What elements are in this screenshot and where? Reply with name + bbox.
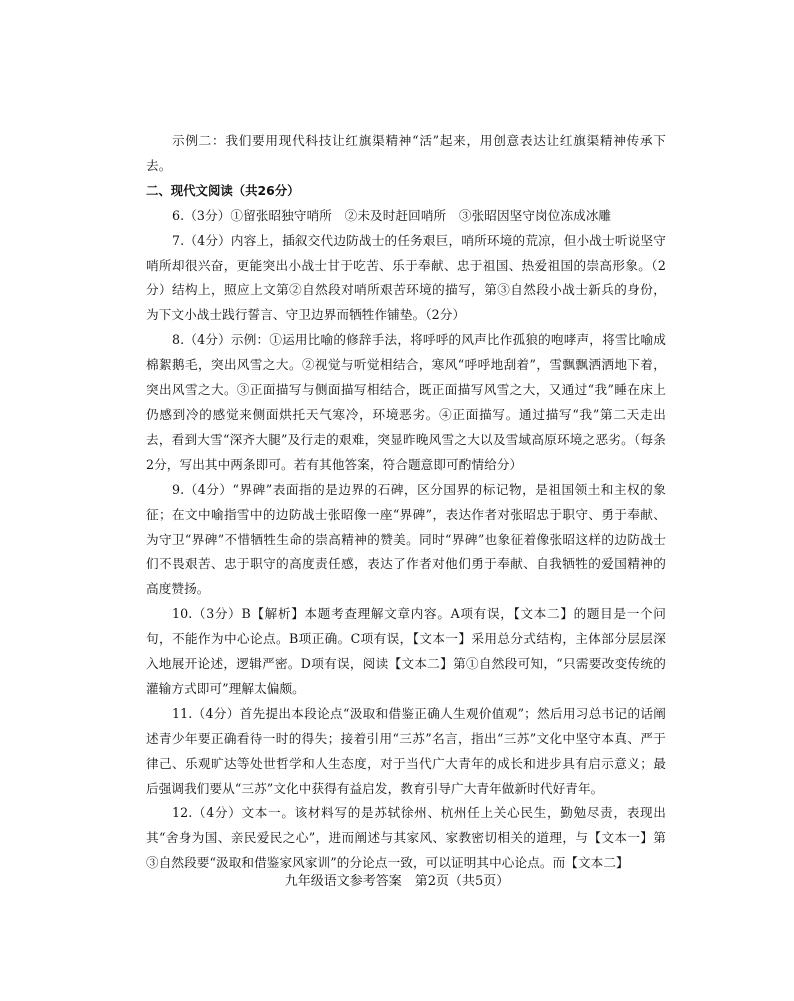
answer-q7: 7.（4分）内容上，插叙交代边防战士的任务艰巨，哨所环境的荒凉，但小战士听说坚守哨所却很兴奋，更能突出小战士甘于吃苦、乐于奉献、忠于祖国、热爱祖国的崇高形象。（2分）结构上，照应上文第②自然段对哨所艰苦环境的描写，第③自然段小战士新兵的身份，为下文小战士践行誓言、守卫边界而牺牲作铺垫。（2分）	[146, 232, 666, 323]
answer-q9: 9.（4分）“界碑”表面指的是边界的石碑，区分国界的标记物，是祖国领土和主权的象征；在文中喻指雪中的边防战士张昭像一座“界碑”，表达作者对张昭忠于职守、勇于奉献、为守卫“界碑”不惜牺牲生命的崇高精神的赞美。同时“界碑”也象征着像张昭这样的边防战士们不畏艰苦、忠于职守的高度责任感，表达了作者对他们勇于奉献、自我牺牲的爱国精神的高度赞扬。	[146, 481, 666, 597]
page-footer: 九年级语文参考答案 第2页（共5页）	[284, 874, 510, 889]
answer-q10: 10.（3分）B【解析】本题考查理解文章内容。A项有误，【文本二】的题目是一个问句，不能作为中心论点。B项正确。C项有误，【文本一】采用总分式结构，主体部分层层深入地展开论述，逻辑严密。D项有误，阅读【文本二】第①自然段可知，“只需要改变传统的灌输方式即可”理解太偏颇。	[146, 606, 666, 696]
answer-q6: 6.（3分）①留张昭独守哨所 ②未及时赶回哨所 ③张昭因坚守岗位冻成冰雕	[172, 207, 612, 223]
answer-q11: 11.（4分）首先提出本段论点“汲取和借鉴正确人生观价值观”；然后用习总书记的话阐述青少年要正确看待一时的得失；接着引用“三苏”名言，指出“三苏”文化中坚守本真、严于律己、乐观旷达等处世哲学和人生态度，对于当代广大青年的成长和进步具有启示意义；最后强调我们要从“三苏”文化中获得有益启发，教育引导广大青年做新时代好青年。	[146, 705, 666, 796]
answer-content	[146, 129, 666, 876]
example-two-paragraph: 示例二：我们要用现代科技让红旗渠精神“活”起来，用创意表达让红旗渠精神传承下去。	[146, 133, 666, 173]
section-heading-modern-reading: 二、现代文阅读（共26分）	[146, 182, 300, 198]
answer-q12: 12.（4分）文本一。该材料写的是苏轼徐州、杭州任上关心民生，勤勉尽责，表现出其“舍身为国、亲民爱民之心”，进而阐述与其家风、家教密切相关的道理，与【文本一】第③自然段要“汲取和借鉴家风家训”的分论点一致，可以证明其中心论点。而【文本二】	[146, 805, 666, 871]
answer-q8: 8.（4分）示例：①运用比喻的修辞手法，将呼呼的风声比作孤狼的咆哮声，将雪比喻成棉絮鹅毛，突出风雪之大。②视觉与听觉相结合，寒风“呼呼地刮着”，雪飘飘洒洒地下着，突出风雪之大。③正面描写与侧面描写相结合，既正面描写风雪之大，又通过“我”睡在床上仍感到冷的感觉来侧面烘托天气寒冷，环境恶劣。④正面描写。通过描写“我”第二天走出去，看到大雪“深齐大腿”及行走的艰难，突显昨晚风雪之大以及雪域高原环境之恶劣。（每条2分，写出其中两条即可。若有其他答案，符合题意即可酌情给分）	[146, 332, 666, 472]
